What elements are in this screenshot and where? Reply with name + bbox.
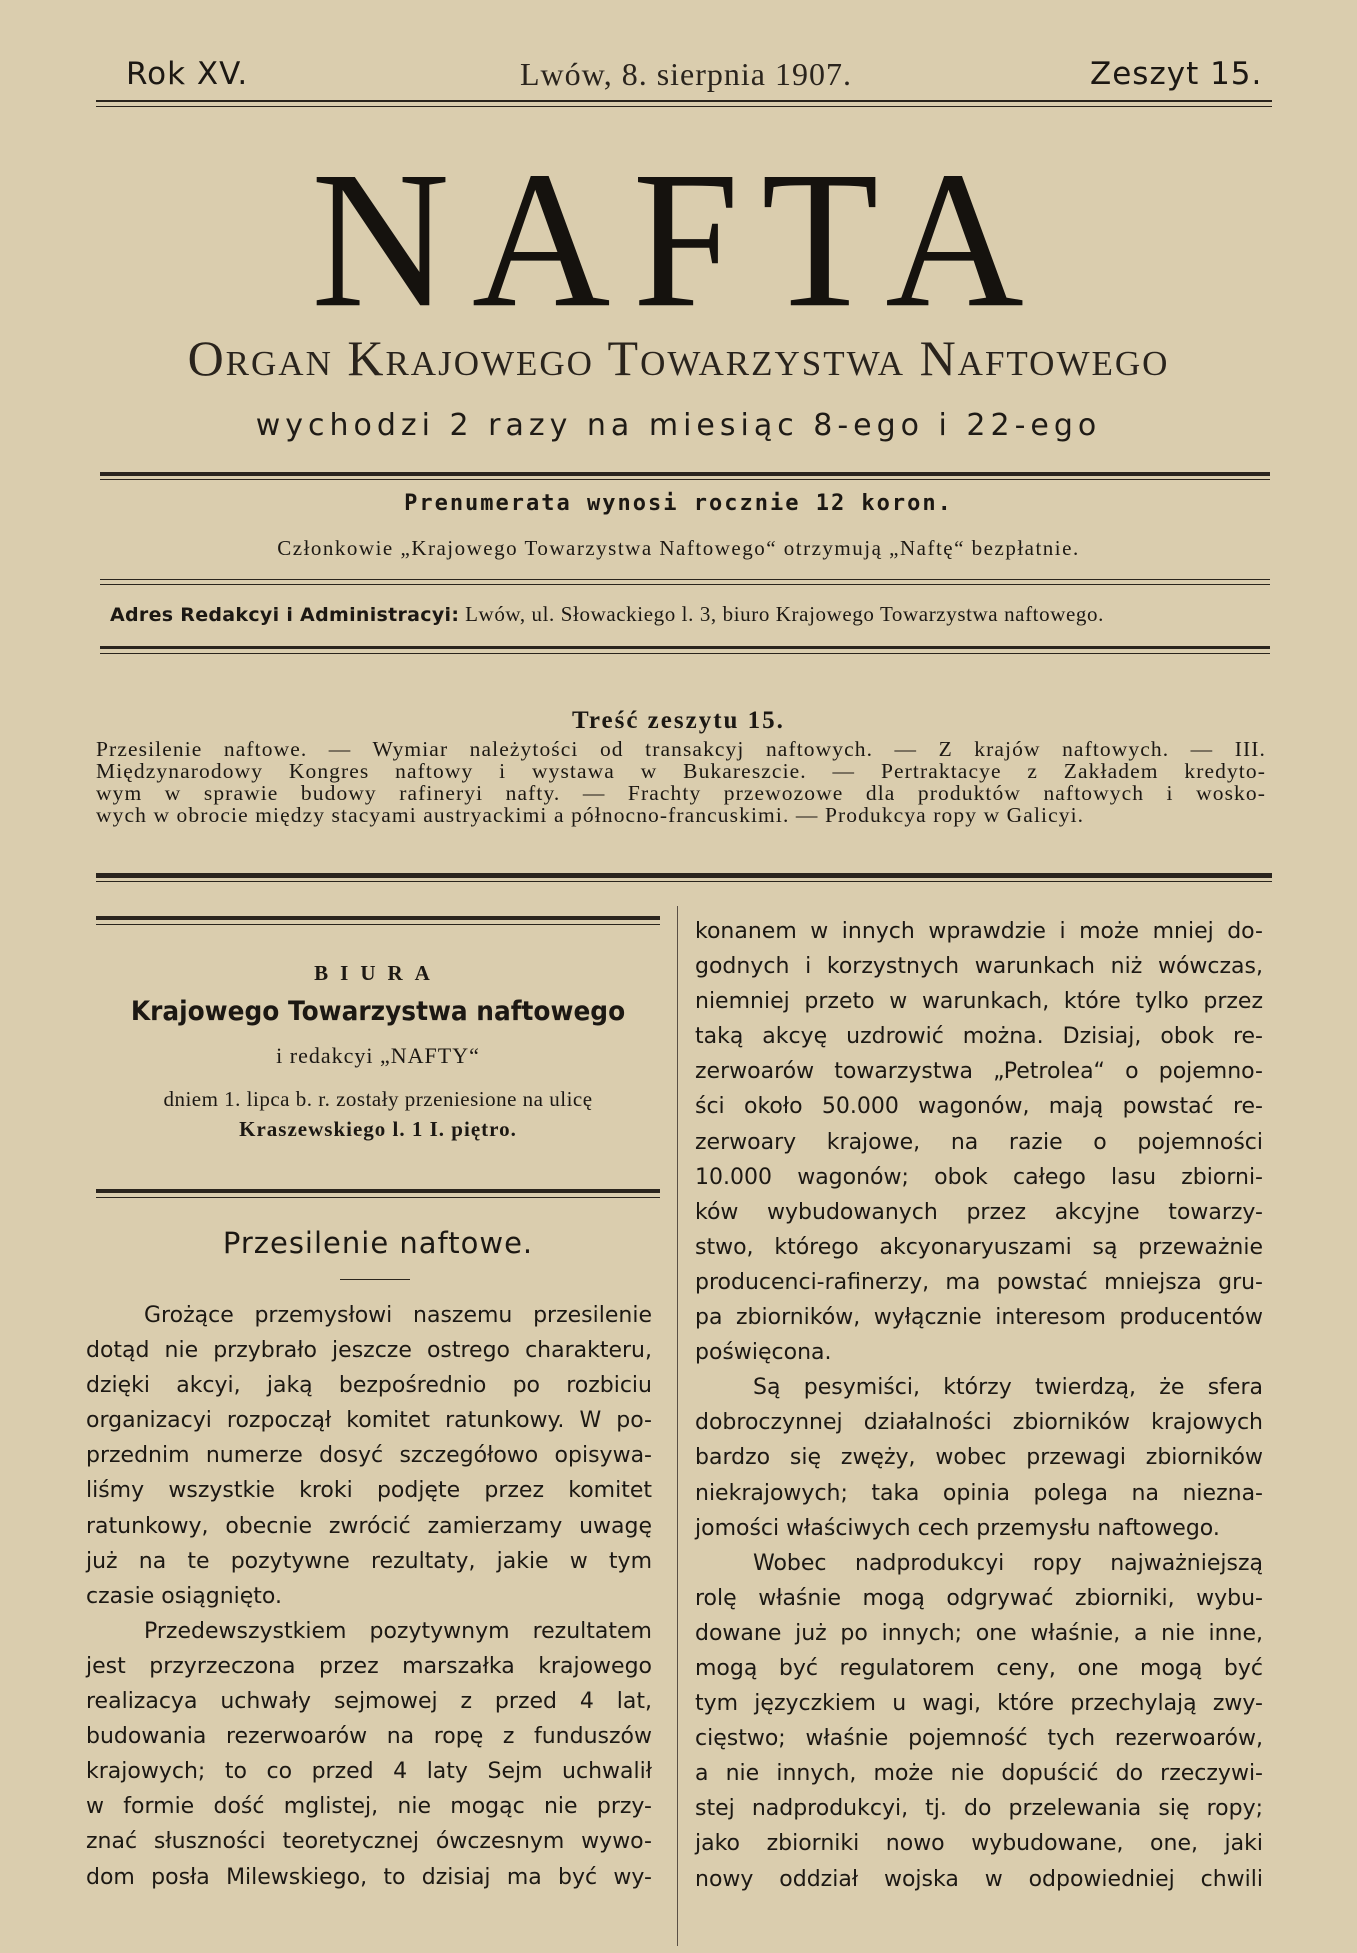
article-line: godnych i korzystnych warunkach niż wówczas, [695, 954, 1263, 980]
article-column-left [86, 1298, 652, 1895]
article-line: stwo, którego akcyonaryuszami są przeważnie [695, 1234, 1263, 1260]
notice-moved: dniem 1. lipca b. r. zostały przeniesione na ulicę [163, 1087, 593, 1111]
masthead-subtitle: Organ Krajowego Towarzystwa Naftowego [187, 330, 1170, 386]
article-line: 10.000 wagonów; obok całego lasu zbiorni- [695, 1164, 1263, 1190]
article-line: już na te pozytywne rezultaty, jakie w tym [86, 1548, 652, 1574]
rule-thin-3 [100, 584, 1270, 585]
contents-line: Międzynarodowy Kongres naftowy i wystawa w Bukareszcie. — Pertraktacye z Zakładem kredyto- [96, 759, 1266, 783]
notice-redakcja: i redakcyi „NAFTY“ [276, 1043, 480, 1068]
place-date: Lwów, 8. sierpnia 1907. [520, 56, 852, 92]
article-line: bardzo się zwęży, wobec przewagi zbiorników [695, 1445, 1263, 1471]
contents-list [96, 738, 1266, 826]
article-line: poświęcona. [695, 1340, 832, 1366]
volume-year: Rok XV. [126, 56, 249, 92]
article-line: mogą być regulatorem ceny, one mogą być [695, 1655, 1263, 1681]
column-divider [677, 906, 678, 1946]
article-line: dom posła Milewskiego, to dzisiaj ma być wy- [86, 1864, 652, 1890]
article-line: przednim numerze dosyć szczegółowo opisywa- [86, 1443, 652, 1469]
rule-thick-2 [100, 646, 1270, 649]
article-line: tym języczkiem u wagi, które przechylają zwy- [695, 1691, 1263, 1717]
rule-section-thin [96, 881, 1272, 882]
article-line: producenci-rafinerzy, ma powstać mniejsza gru- [695, 1269, 1263, 1295]
article-line: Przedewszystkiem pozytywnym rezultatem [144, 1618, 652, 1644]
editorial-address [110, 598, 1104, 631]
article-line: ków wybudowanych przez akcyjne towarzy- [695, 1199, 1263, 1225]
header-rule-bottom [96, 106, 1272, 107]
rule-thick-1 [100, 472, 1270, 476]
article-line: jest przyrzeczona przez marszałka krajowego [86, 1653, 652, 1679]
rule-section-thick [96, 873, 1272, 878]
notice-new-address: Kraszewskiego l. 1 I. piętro. [239, 1117, 517, 1141]
article-line: jomości właściwych cech przemysłu naftowego. [695, 1515, 1220, 1541]
article-line: rolę właśnie mogą odgrywać zbiorniki, wybu- [695, 1585, 1263, 1611]
contents-line: wych w obrocie między stacyami austryackimi a północno-francuskimi. — Produkcya ropy w Galicyi. [96, 803, 1085, 827]
article-line: liśmy wszystkie kroki podjęte przez komitet [86, 1478, 652, 1504]
notice-organization: Krajowego Towarzystwa naftowego [130, 996, 626, 1027]
article-title-rule [340, 1279, 410, 1280]
article-line: Grożące przemysłowi naszemu przesilenie [144, 1303, 652, 1328]
rule-thin-4 [100, 653, 1270, 654]
article-line: ratunkowy, obecnie zwrócić zamierzamy uwagę [86, 1513, 652, 1539]
header-rule-top [96, 100, 1272, 102]
article-line: jako zbiorniki nowo wybudowane, one, jaki [695, 1831, 1263, 1857]
article-line: organizacyi rozpoczął komitet ratunkowy. W po- [86, 1408, 652, 1434]
article-line: a nie innych, może nie dopuścić do rzeczywi- [695, 1761, 1263, 1787]
article-line: stej nadprodukcyi, tj. do przelewania się ropy; [695, 1796, 1263, 1822]
article-line: czasie osiągnięto. [86, 1583, 282, 1609]
article-line: Wobec nadprodukcyi ropy najważniejszą [753, 1550, 1263, 1576]
article-title: Przesilenie naftowe. [222, 1226, 534, 1260]
subscription-price: Prenumerata wynosi rocznie 12 koron. [404, 491, 953, 516]
article-line: ści około 50.000 wagonów, mają powstać re- [695, 1094, 1263, 1120]
article-line: cięstwo; właśnie pojemność tych rezerwoarów, [695, 1726, 1263, 1752]
article-line: dotąd nie przybrało jeszcze ostrego charakteru, [86, 1338, 652, 1364]
article-line: znać słuszności teoretycznej ówczesnym wywo- [86, 1829, 652, 1855]
issue-number: Zeszyt 15. [1090, 56, 1263, 92]
address-text: Lwów, ul. Słowackiego l. 3, biuro Krajowego Towarzystwa naftowego. [465, 602, 1104, 626]
article-line: dzięki akcyi, jaką bezpośrednio po rozbiciu [86, 1373, 652, 1399]
publication-frequency: wychodzi 2 razy na miesiąc 8-ego i 22-ego [255, 408, 1102, 443]
contents-title: Treść zeszytu 15. [572, 707, 785, 734]
notice-rule-top-thin [96, 924, 660, 925]
article-line: zerwoarów towarzystwa „Petrolea“ o pojemno- [695, 1059, 1263, 1085]
contents-line: Przesilenie naftowe. — Wymiar należytości od transakcyj naftowych. — Z krajów naftowych. — III. [96, 737, 1266, 761]
notice-rule-top-thick [96, 916, 660, 920]
notice-rule-bottom-thick [96, 1189, 660, 1193]
notice-rule-bottom-thin [96, 1197, 660, 1198]
article-line: dowane już po innych; one właśnie, a nie inne, [695, 1620, 1263, 1646]
article-line: taką akcyę uzdrowić można. Dzisiaj, obok re- [695, 1024, 1263, 1050]
article-line: w formie dość mglistej, nie mogąc nie przy- [86, 1794, 652, 1820]
article-line: nowy oddział wojska w odpowiedniej chwili [695, 1866, 1263, 1892]
article-column-right [695, 914, 1263, 1897]
article-line: dobroczynnej działalności zbiorników krajowych [695, 1410, 1263, 1436]
rule-thin-2 [100, 579, 1270, 580]
members-note: Członkowie „Krajowego Towarzystwa Naftowego“ otrzymują „Naftę“ bezpłatnie. [277, 536, 1080, 560]
article-line: pa zbiorników, wyłącznie interesom producentów [695, 1305, 1263, 1331]
article-line: Są pesymiści, którzy twierdzą, że sfera [753, 1375, 1263, 1401]
rule-thin-1 [100, 479, 1270, 480]
contents-line: wym w sprawie budowy rafineryi nafty. — Frachty przewozowe dla produktów naftowych i wosko- [96, 781, 1266, 805]
article-line: zerwoary krajowe, na razie o pojemności [695, 1129, 1263, 1155]
article-line: krajowych; to co przed 4 laty Sejm uchwalił [86, 1759, 652, 1785]
article-line: realizacya uchwały sejmowej z przed 4 lat, [86, 1689, 652, 1715]
article-line: budowania rezerwoarów na ropę z funduszów [86, 1724, 652, 1750]
notice-heading: BIURA [314, 961, 442, 985]
article-line: niemniej przeto w warunkach, które tylko przez [695, 989, 1263, 1015]
address-label: Adres Redakcyi i Administracyi: [110, 604, 460, 626]
article-line: niekrajowych; taka opinia polega na niezna- [695, 1480, 1263, 1506]
article-line: konanem w innych wprawdzie i może mniej do- [695, 919, 1263, 944]
masthead-title: NAFTA [311, 130, 1046, 349]
